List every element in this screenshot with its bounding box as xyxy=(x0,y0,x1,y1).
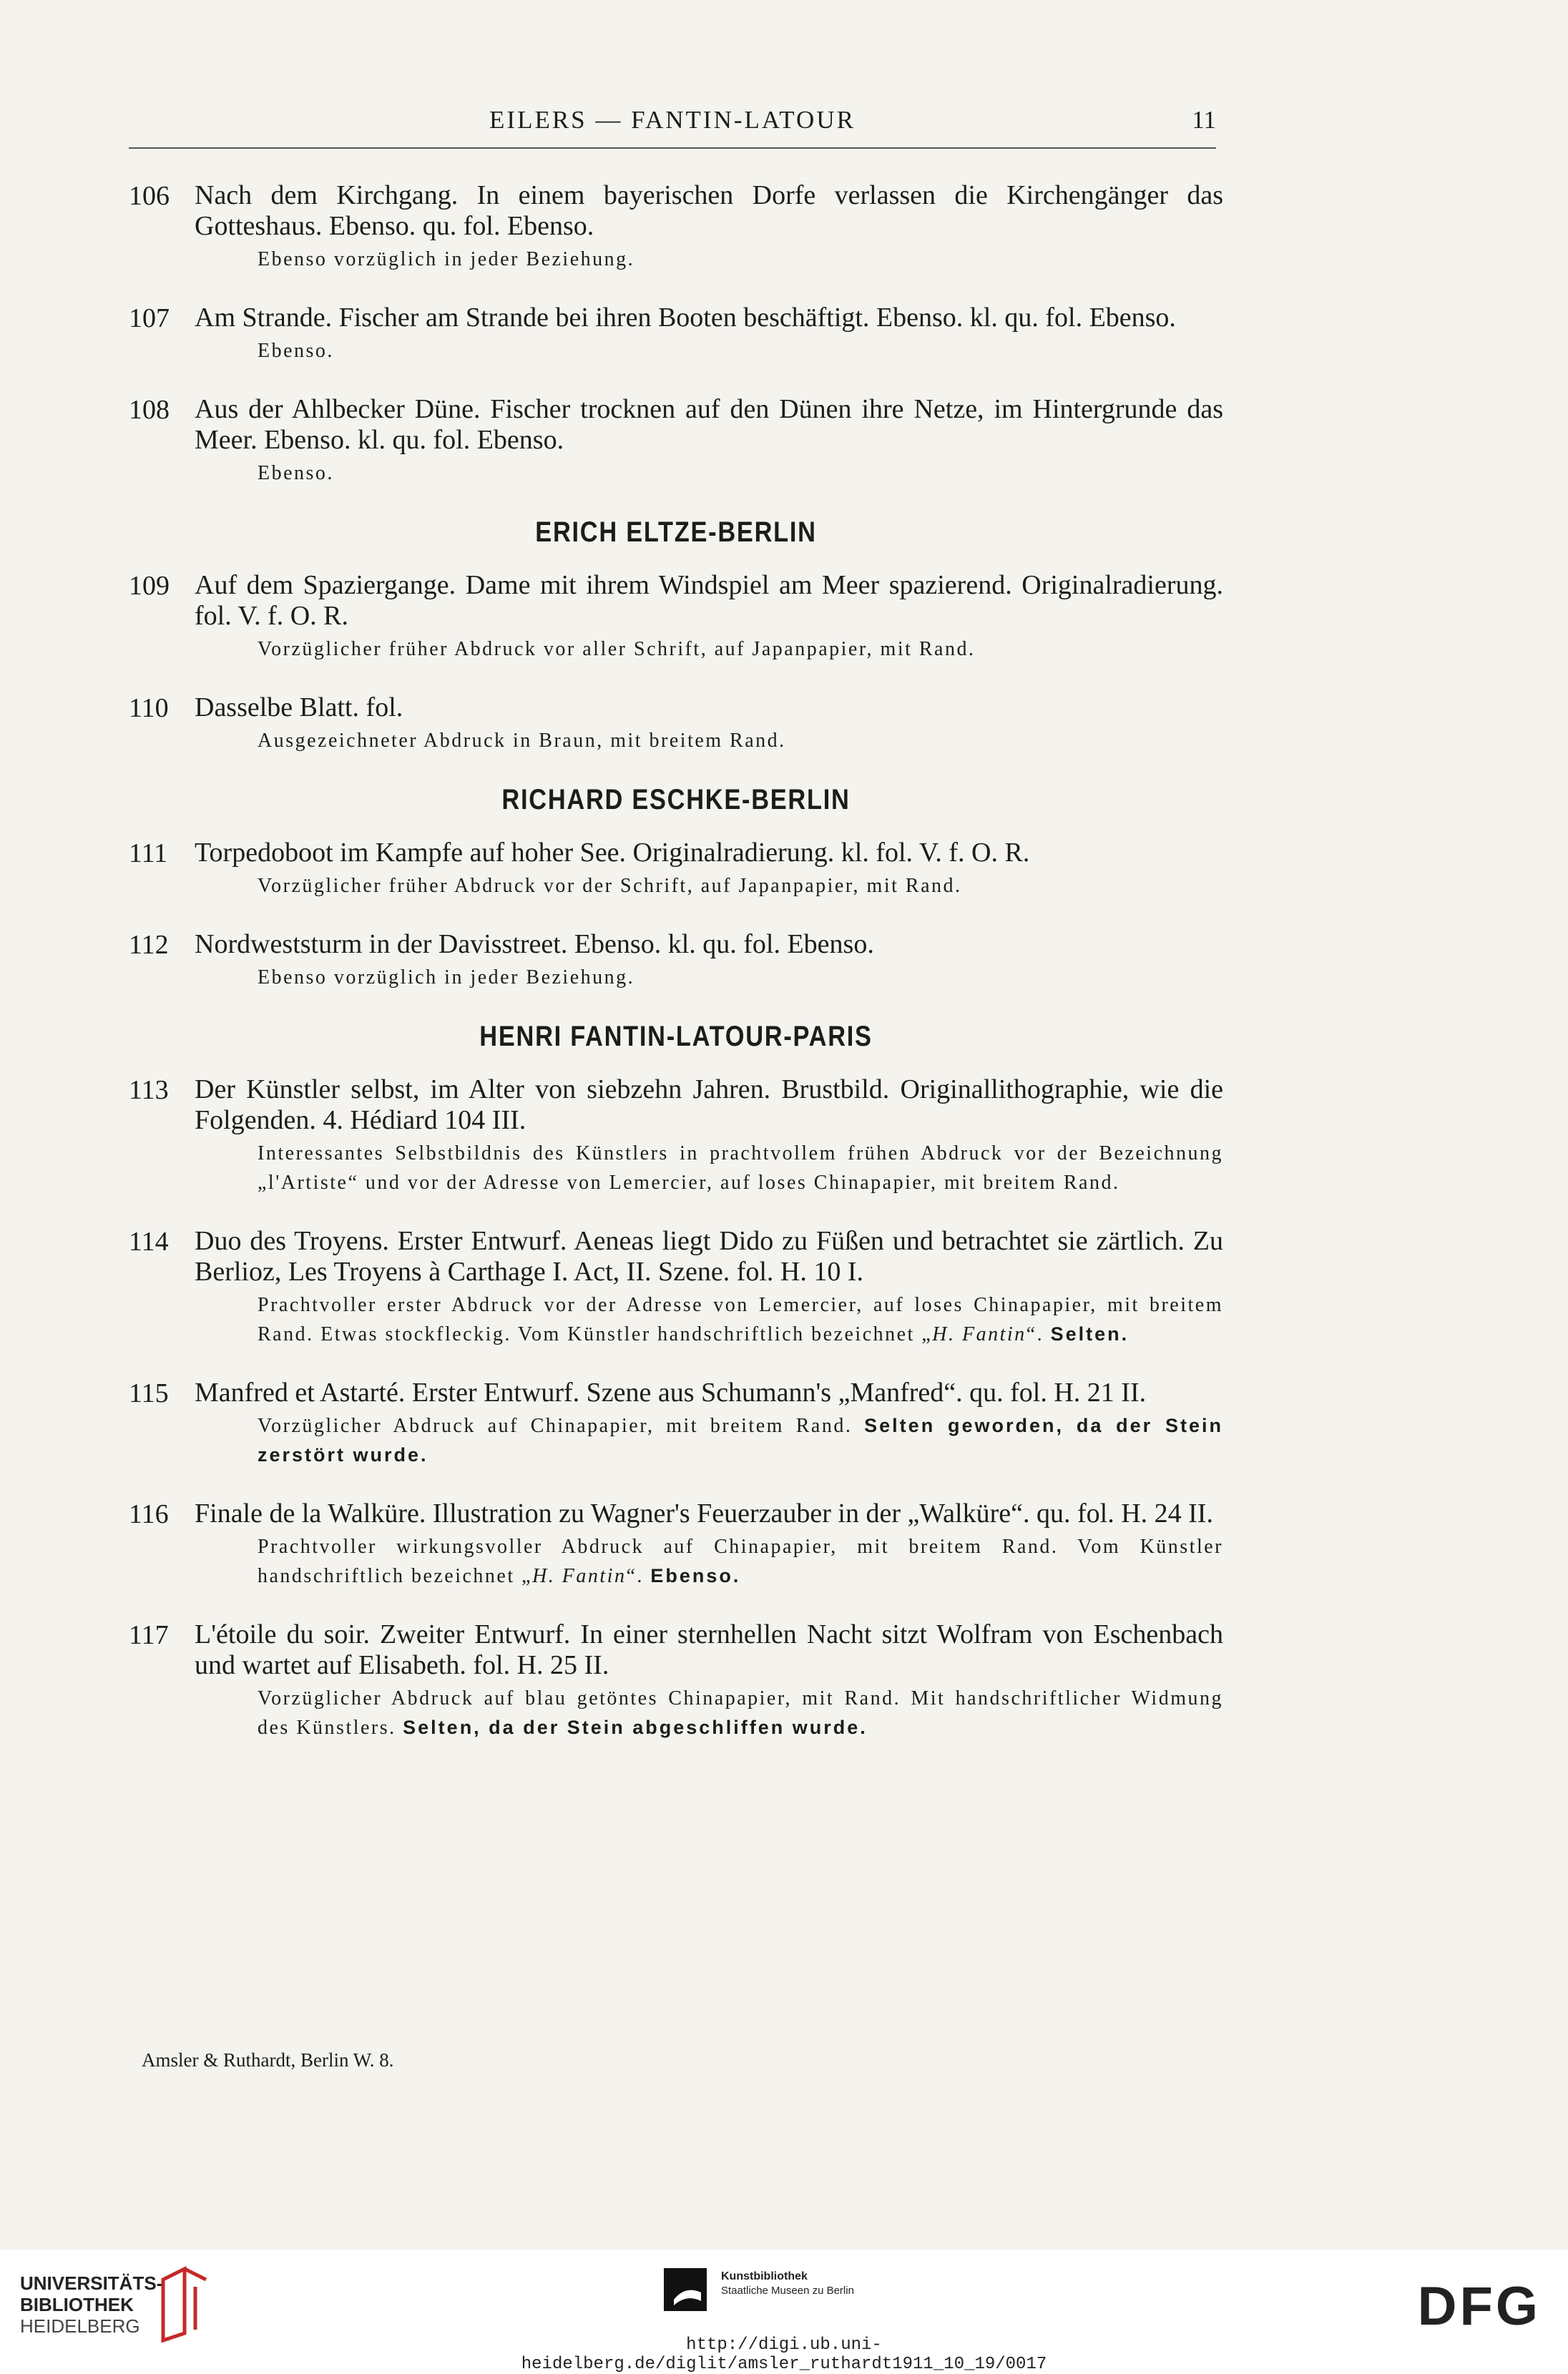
note-signature: H. Fantin xyxy=(932,1323,1026,1345)
catalogue-entry xyxy=(129,929,1223,992)
catalogue-entry xyxy=(129,1619,1223,1742)
ub-mark-icon xyxy=(156,2265,213,2344)
entry-description: Finale de la Walküre. Illustration zu Wagner's Feuerzauber in der „Walküre“. qu. fol. H. 24 II. xyxy=(195,1499,1213,1529)
entry-description: Nordweststurm in der Davisstreet. Ebenso. kl. qu. fol. Ebenso. xyxy=(195,929,874,959)
note-emphasis: Ebenso. xyxy=(650,1565,741,1586)
note-text: Prachtvoller erster Abdruck vor der Adresse von Lemercier, auf loses Chinapapier, mit breitem Rand. Etwas stockfleckig. Vom Künstler handschriftlich bezeichnet „ xyxy=(258,1294,1223,1345)
entry-description: Dasselbe Blatt. fol. xyxy=(195,692,403,722)
entry-row xyxy=(129,929,1223,960)
section-title: ERICH ELTZE-BERLIN xyxy=(535,516,817,548)
entry-description: Duo des Troyens. Erster Entwurf. Aeneas liegt Dido zu Füßen und betrachtet sie zärtlich. Zu Berlioz, Les Troyens à Carthage I. Act, II. Szene. fol. H. 10 I. xyxy=(195,1226,1223,1287)
note-emphasis: Selten, da der Stein abgeschliffen wurde. xyxy=(403,1717,868,1738)
entry-condition-note xyxy=(129,1532,1223,1591)
entry-condition-note xyxy=(129,1139,1223,1197)
note-text: Ausgezeichneter Abdruck in Braun, mit breitem Rand. xyxy=(258,730,786,752)
note-text: Ebenso. xyxy=(258,340,334,362)
note-text: “. xyxy=(626,1565,651,1587)
entry-number: 109 xyxy=(129,571,170,601)
catalogue-entry xyxy=(129,1378,1223,1470)
entry-description: Manfred et Astarté. Erster Entwurf. Szene aus Schumann's „Manfred“. qu. fol. H. 21 II. xyxy=(195,1378,1147,1408)
catalogue-entry xyxy=(129,180,1223,274)
note-emphasis: Selten. xyxy=(1050,1323,1130,1345)
entry-condition-note xyxy=(129,336,1223,366)
section-title: HENRI FANTIN-LATOUR-PARIS xyxy=(479,1021,873,1052)
ub-logo-line3: HEIDELBERG xyxy=(20,2315,140,2337)
ub-logo-line1: UNIVERSITÄTS- xyxy=(20,2272,163,2294)
entry-number: 113 xyxy=(129,1075,169,1105)
note-text: Vorzüglicher Abdruck auf blau getöntes Chinapapier, mit Rand. Mit handschriftlicher Widmung des Künstlers. xyxy=(258,1687,1223,1739)
note-signature: H. Fantin xyxy=(532,1565,627,1587)
entry-row xyxy=(129,838,1223,868)
entry-number: 111 xyxy=(129,838,168,868)
entry-number: 108 xyxy=(129,395,170,425)
kunstbibliothek-label[interactable] xyxy=(721,2270,854,2298)
entry-condition-note xyxy=(129,245,1223,274)
note-text: Vorzüglicher Abdruck auf Chinapapier, mit breitem Rand. xyxy=(258,1415,865,1437)
note-text: Interessantes Selbstbildnis des Künstlers in prachtvollem frühen Abdruck vor der Bezeichnung „l'Artiste“ und vor der Adresse von Lemercier, auf loses Chinapapier, mit breitem Rand. xyxy=(258,1142,1223,1194)
entry-number: 107 xyxy=(129,303,170,333)
entry-number: 115 xyxy=(129,1378,169,1408)
entry-description: Torpedoboot im Kampfe auf hoher See. Originalradierung. kl. fol. V. f. O. R. xyxy=(195,838,1030,868)
entry-row xyxy=(129,1074,1223,1136)
catalogue-entry xyxy=(129,394,1223,488)
header-rule xyxy=(129,147,1216,149)
entry-description: Auf dem Spaziergange. Dame mit ihrem Windspiel am Meer spazierend. Originalradierung. fol. V. f. O. R. xyxy=(195,570,1223,631)
header-title: EILERS — FANTIN-LATOUR xyxy=(489,106,856,134)
permalink-url[interactable]: http://digi.ub.uni-heidelberg.de/diglit/amsler_ruthardt1911_10_19/0017 xyxy=(521,2335,1047,2374)
catalogue-entry xyxy=(129,570,1223,664)
note-text: Ebenso. xyxy=(258,462,334,484)
entry-number: 110 xyxy=(129,693,169,723)
section-title: RICHARD ESCHKE-BERLIN xyxy=(501,784,851,815)
entry-row xyxy=(129,1619,1223,1681)
ub-logo-line2: BIBLIOTHEK xyxy=(20,2294,134,2315)
note-text: Prachtvoller wirkungsvoller Abdruck auf Chinapapier, mit breitem Rand. Vom Künstler handschriftlich bezeichnet „ xyxy=(258,1536,1223,1587)
catalogue-entry xyxy=(129,1074,1223,1197)
entry-row xyxy=(129,394,1223,456)
entry-description: Am Strande. Fischer am Strande bei ihren Booten beschäftigt. Ebenso. kl. qu. fol. Ebenso. xyxy=(195,303,1176,333)
entry-description: Nach dem Kirchgang. In einem bayerischen Dorfe verlassen die Kirchengänger das Gotteshaus. Ebenso. qu. fol. Ebenso. xyxy=(195,180,1223,241)
page-number: 11 xyxy=(1192,106,1216,134)
catalogue-content xyxy=(129,180,1223,1771)
ub-heidelberg-logo[interactable] xyxy=(20,2272,162,2337)
entry-row xyxy=(129,570,1223,632)
entry-condition-note xyxy=(129,1411,1223,1470)
entry-condition-note xyxy=(129,1684,1223,1742)
note-text: Ebenso vorzüglich in jeder Beziehung. xyxy=(258,248,635,270)
catalogue-entry xyxy=(129,692,1223,755)
entry-condition-note xyxy=(129,634,1223,664)
note-text: Vorzüglicher früher Abdruck vor der Schrift, auf Japanpapier, mit Rand. xyxy=(258,875,962,897)
catalogue-entry xyxy=(129,1226,1223,1349)
entry-description: Aus der Ahlbecker Düne. Fischer trocknen auf den Dünen ihre Netze, im Hintergrunde das Meer. Ebenso. kl. qu. fol. Ebenso. xyxy=(195,394,1223,455)
entry-number: 117 xyxy=(129,1620,169,1650)
entry-number: 112 xyxy=(129,930,169,960)
entry-row xyxy=(129,1499,1223,1529)
note-text: Vorzüglicher früher Abdruck vor aller Schrift, auf Japanpapier, mit Rand. xyxy=(258,638,976,660)
entry-description: L'étoile du soir. Zweiter Entwurf. In einer sternhellen Nacht sitzt Wolfram von Eschenbach und wartet auf Elisabeth. fol. H. 25 II. xyxy=(195,1619,1223,1680)
entry-row xyxy=(129,303,1223,333)
footer-bar xyxy=(0,2250,1568,2374)
entry-condition-note xyxy=(129,871,1223,901)
entry-condition-note xyxy=(129,1290,1223,1349)
printer-imprint: Amsler & Ruthardt, Berlin W. 8. xyxy=(142,2049,394,2071)
dfg-logo[interactable]: DFG xyxy=(1417,2276,1541,2337)
note-text: Ebenso vorzüglich in jeder Beziehung. xyxy=(258,966,635,989)
entry-condition-note xyxy=(129,726,1223,755)
note-text: “. xyxy=(1026,1323,1051,1345)
entry-number: 106 xyxy=(129,181,170,211)
entry-row xyxy=(129,180,1223,242)
kb-name: Kunstbibliothek xyxy=(721,2270,808,2282)
entry-number: 116 xyxy=(129,1499,169,1529)
entry-condition-note xyxy=(129,963,1223,992)
entry-condition-note xyxy=(129,458,1223,488)
kb-subtitle: Staatliche Museen zu Berlin xyxy=(721,2285,854,2297)
kunstbibliothek-logo-icon xyxy=(664,2268,712,2317)
catalogue-entry xyxy=(129,303,1223,366)
catalogue-entry xyxy=(129,1499,1223,1591)
catalogue-entry xyxy=(129,838,1223,901)
entry-description: Der Künstler selbst, im Alter von siebzehn Jahren. Brustbild. Originallithographie, wie die Folgenden. 4. Hédiard 104 III. xyxy=(195,1074,1223,1135)
entry-number: 114 xyxy=(129,1227,169,1257)
running-header xyxy=(129,106,1216,146)
note-emphasis: Selten geworden, da der Stein zerstört wurde. xyxy=(258,1415,1223,1466)
entry-row xyxy=(129,692,1223,723)
entry-row xyxy=(129,1378,1223,1408)
entry-row xyxy=(129,1226,1223,1287)
